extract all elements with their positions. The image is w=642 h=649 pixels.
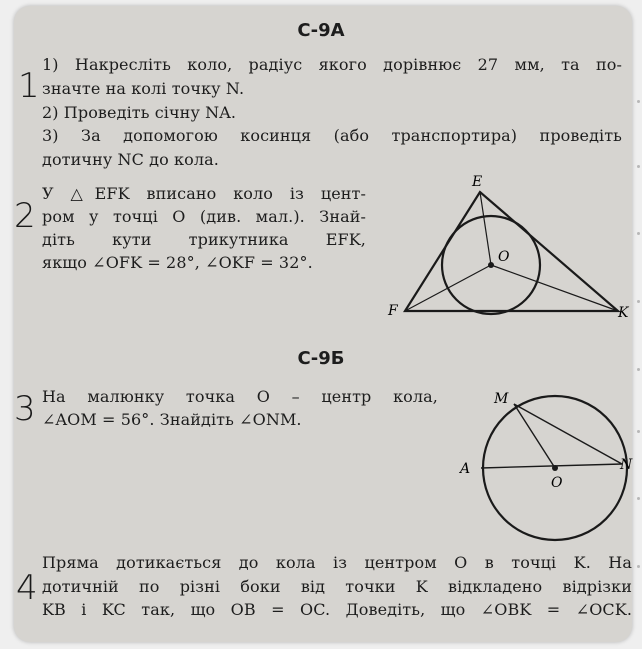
task-4-line-1: Пряма дотикається до кола із центром O в точці K. На (42, 553, 632, 572)
task-3-line-2: ∠AOM = 56°. Знайдіть ∠ONM. (42, 410, 302, 429)
triangle-efk (405, 192, 618, 311)
variant-b-title: С-9Б (297, 348, 345, 369)
task-4-line-3: KB і KC так, що OB = OC. Доведіть, що ∠OBK = ∠OCK. (42, 600, 632, 619)
page-edge-dots (632, 0, 642, 649)
task-2-line-3: діть кути трикутника EFK, (42, 230, 366, 249)
segment-eo (480, 192, 491, 265)
task-1-line-2: значте на колі точку N. (42, 79, 245, 98)
task-1-line-5: дотичну NC до кола. (42, 150, 219, 169)
task-1-line-4: 3) За допомогою косинця (або транспортира) проведіть (42, 126, 622, 145)
label-m: M (494, 391, 509, 407)
task-3-number: 3 (14, 389, 36, 429)
label-k: K (618, 305, 629, 321)
diameter-an (481, 464, 622, 468)
label-n: N (620, 457, 633, 473)
task-1-number: 1 (18, 66, 40, 106)
task-2-line-4: якщо ∠OFK = 28°, ∠OKF = 32°. (42, 253, 313, 272)
task-1-line-1: 1) Накресліть коло, радіус якого дорівнює 27 мм, та по- (42, 55, 622, 74)
task-1-line-3: 2) Проведіть січну NA. (42, 103, 237, 122)
variant-a-title: С-9А (297, 20, 345, 41)
triangle-incircle-figure (380, 165, 630, 325)
task-2-number: 2 (14, 196, 36, 236)
task-2-line-1: У △EFK вписано коло із цент- (42, 184, 366, 203)
label-e: E (472, 174, 483, 190)
task-4-number: 4 (16, 568, 38, 608)
label-o: O (498, 249, 510, 265)
chord-mn (514, 404, 622, 464)
radius-om (514, 404, 555, 468)
label-f: F (388, 303, 398, 319)
center-point-o (488, 262, 494, 268)
task-2-line-2: ром у точці O (див. мал.). Знай- (42, 207, 366, 226)
task-3-line-1: На малюнку точка O – центр кола, (42, 387, 438, 406)
task-4-line-2: дотичній по різні боки від точки K відкладено відрізки (42, 577, 632, 596)
label-a: A (460, 461, 471, 477)
label-o: O (551, 475, 563, 491)
segment-ko (491, 265, 618, 311)
segment-fo (405, 265, 491, 311)
circle-chord-figure (452, 385, 642, 545)
center-point-o (552, 465, 558, 471)
